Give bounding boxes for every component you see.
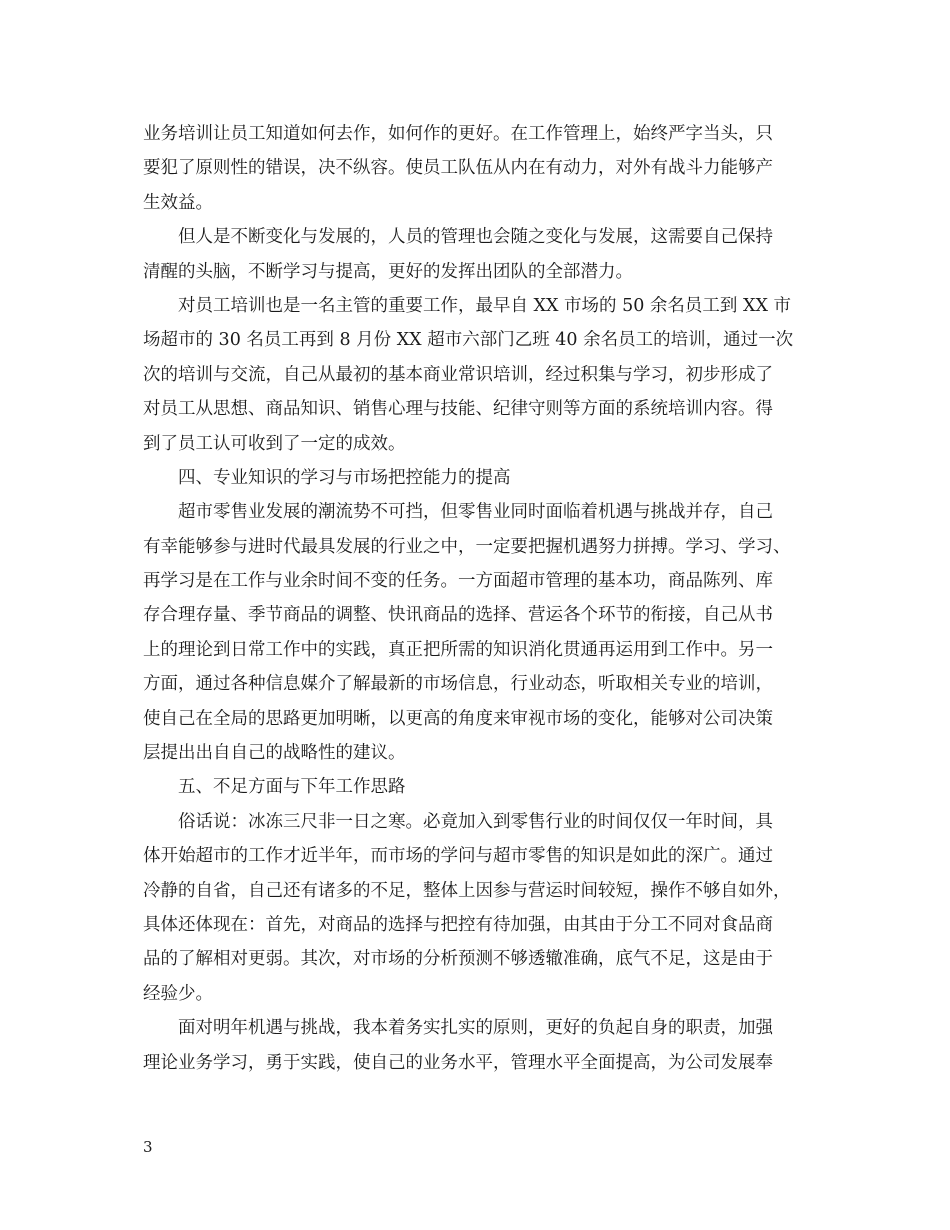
document-body [143,117,813,1080]
section-heading: 四、专业知识的学习与市场把控能力的提高 [178,467,511,488]
text-line: 有幸能够参与进时代最具发展的行业之中，一定要把握机遇努力拼搏。学习、学习、 [143,536,791,557]
text-line: 经验少。 [143,983,213,1004]
text-line: 要犯了原则性的错误，决不纵容。使员工队伍从内在有动力，对外有战斗力能够产 [143,158,773,179]
text-line: 到了员工认可收到了一定的成效。 [143,433,406,454]
paragraph-start-line: 俗话说：冰冻三尺非一日之寒。必竟加入到零售行业的时间仅仅一年时间，具 [178,811,773,832]
text-line: 业务培训让员工知道如何去作，如何作的更好。在工作管理上，始终严字当头，只 [143,124,773,144]
paragraph-start-line: 超市零售业发展的潮流势不可挡，但零售业同时面临着机遇与挑战并存，自己 [178,502,773,523]
text-line: 再学习是在工作与业余时间不变的任务。一方面超市管理的基本功，商品陈列、库 [143,571,773,592]
text-line: 层提出出自自己的战略性的建议。 [143,743,406,764]
page-number: 3 [143,1138,153,1156]
text-line: 品的了解相对更弱。其次，对市场的分析预测不够透辙准确，底气不足，这是由于 [143,949,773,970]
paragraph-start-line: 但人是不断变化与发展的，人员的管理也会随之变化与发展，这需要自己保持 [178,227,773,248]
text-line: 上的理论到日常工作中的实践，真正把所需的知识消化贯通再运用到工作中。另一 [143,639,773,660]
text-line: 使自己在全局的思路更加明晰，以更高的角度来审视市场的变化，能够对公司决策 [143,708,773,729]
text-line: 具体还体现在：首先，对商品的选择与把控有待加强，由其由于分工不同对食品商 [143,914,773,935]
section-heading: 五、不足方面与下年工作思路 [178,777,406,798]
text-line: 存合理存量、季节商品的调整、快讯商品的选择、营运各个环节的衔接，自己从书 [143,605,773,626]
paragraph-start-line: 面对明年机遇与挑战，我本着务实扎实的原则，更好的负起自身的职责，加强 [178,1018,773,1039]
text-line: 清醒的头脑，不断学习与提高，更好的发挥出团队的全部潜力。 [143,261,633,282]
text-line: 场超市的 30 名员工再到 8 月份 XX 超市六部门乙班 40 余名员工的培训，通过一次 [143,330,794,351]
paragraph-start-line: 对员工培训也是一名主管的重要工作，最早自 XX 市场的 50 余名员工到 XX 市 [178,295,791,316]
text-line: 对员工从思想、商品知识、销售心理与技能、纪律守则等方面的系统培训内容。得 [143,399,773,420]
text-line: 次的培训与交流，自己从最初的基本商业常识培训，经过积集与学习，初步形成了 [143,364,773,385]
text-line: 理论业务学习，勇于实践，使自己的业务水平，管理水平全面提高，为公司发展奉 [143,1052,773,1073]
text-line: 方面，通过各种信息媒介了解最新的市场信息，行业动态，听取相关专业的培训， [143,674,773,695]
text-line: 冷静的自省，自己还有诸多的不足，整体上因参与营运时间较短，操作不够自如外， [143,880,791,901]
text-line: 体开始超市的工作才近半年，而市场的学问与超市零售的知识是如此的深广。通过 [143,846,773,867]
text-line: 生效益。 [143,192,213,213]
